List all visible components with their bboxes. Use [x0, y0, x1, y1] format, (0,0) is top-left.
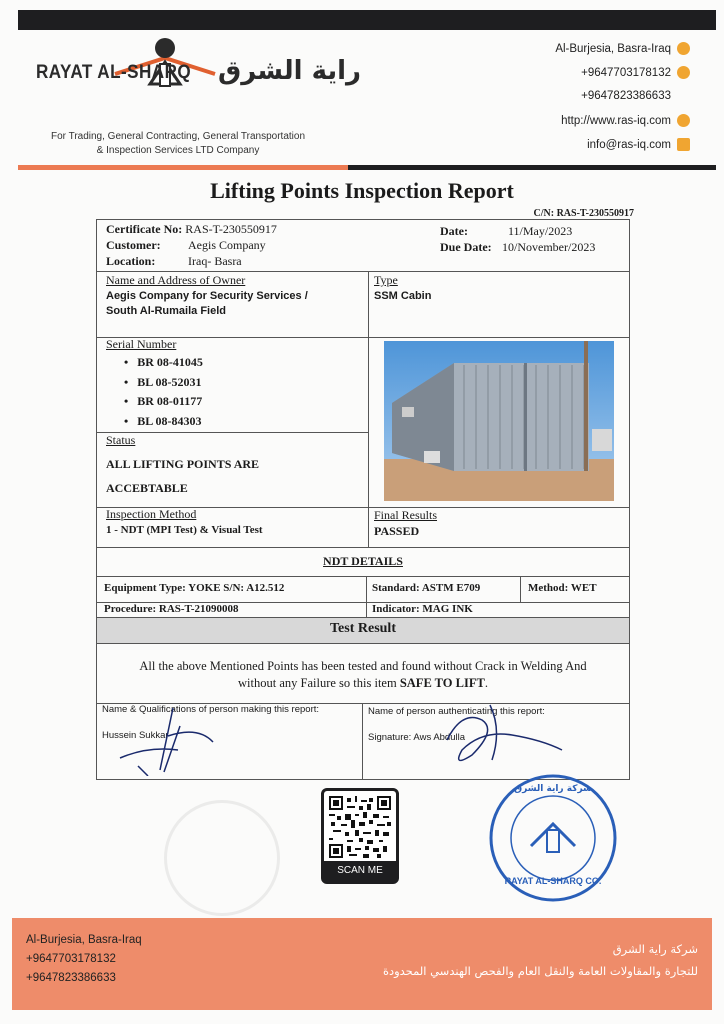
test-result-text: All the above Mentioned Points has been tested and found without Crack in Welding And without any Failure so this item SAFE TO LIFT. [139, 659, 587, 690]
contact-phone-1: +9647703178132 [581, 66, 690, 79]
serial-item: • BR 08-01177 [124, 394, 203, 408]
globe-icon [677, 114, 690, 127]
contact-phone-2: +9647823386633 [581, 90, 671, 102]
top-bar [18, 10, 716, 30]
cabin-photo [384, 341, 614, 501]
mail-icon [677, 138, 690, 151]
equipment-type: Equipment Type: YOKE S/N: A12.512 [104, 582, 285, 594]
serial-heading: Serial Number [106, 337, 177, 351]
footer-phone-1: +9647703178132 [26, 953, 116, 965]
company-stamp [487, 772, 619, 904]
divider [368, 337, 369, 507]
test-result-heading: Test Result [330, 621, 396, 636]
indicator: Indicator: MAG INK [372, 603, 473, 615]
type-heading: Type [374, 273, 398, 287]
serial-list [124, 353, 203, 431]
divider [96, 432, 368, 433]
stamp-text: RAYAT AL-SHARQ CO. [504, 876, 602, 886]
logo-text-english: RAYAT AL-SHARQ [36, 62, 192, 83]
divider [368, 507, 369, 547]
footer-arabic-tagline: للتجارة والمقاولات العامة والنقل العام والفحص الهندسي المحدودة [382, 964, 698, 978]
status-line-2: ACCEBTABLE [106, 481, 188, 495]
divider [96, 643, 630, 644]
date-label: Date: [440, 224, 468, 238]
phone-icon [677, 66, 690, 79]
logo-text-arabic: راية الشرق [218, 56, 362, 86]
contact-address: Al-Burjesia, Basra-Iraq [555, 42, 690, 55]
due-date-value: 10/November/2023 [502, 240, 596, 254]
contact-email[interactable]: info@ras-iq.com [587, 138, 690, 151]
sig-right-label: Name of person authenticating this report: [368, 706, 545, 717]
inspection-method-value: 1 - NDT (MPI Test) & Visual Test [106, 524, 263, 536]
divider [96, 576, 630, 577]
footer-band [12, 918, 712, 1010]
faded-stamp [164, 800, 280, 916]
divider [520, 576, 521, 602]
owner-line-1: Aegis Company for Security Services / [106, 290, 308, 302]
stamp-text-arabic: شركة راية الشرق [514, 784, 592, 794]
divider [96, 271, 630, 272]
location-value: Iraq- Basra [188, 254, 242, 268]
final-results-heading: Final Results [374, 508, 438, 522]
ndt-standard: Standard: ASTM E709 [372, 582, 481, 594]
customer-value: Aegis Company [188, 238, 266, 252]
owner-heading: Name and Address of Owner [106, 273, 246, 287]
divider [96, 547, 630, 548]
status-line-1: ALL LIFTING POINTS ARE [106, 457, 260, 471]
header-divider-orange [18, 165, 348, 170]
footer-arabic-company: شركة راية الشرق [612, 942, 698, 956]
date-value: 11/May/2023 [508, 224, 573, 238]
serial-item: • BL 08-52031 [124, 374, 202, 389]
serial-item: • BL 08-84303 [124, 413, 202, 428]
qr-code[interactable] [321, 788, 399, 884]
report-title: Lifting Points Inspection Report [210, 178, 514, 203]
status-heading: Status [106, 433, 136, 447]
divider [368, 271, 369, 337]
header-divider-dark [348, 165, 716, 170]
scan-me-label: SCAN ME [324, 861, 396, 881]
footer-phone-2: +9647823386633 [26, 972, 116, 984]
customer-label: Customer: [106, 238, 161, 252]
ndt-method: Method: WET [528, 582, 597, 594]
company-tagline: For Trading, General Contracting, General Transportation & Inspection Services LTD Company [50, 131, 306, 156]
ndt-heading: NDT DETAILS [323, 554, 403, 568]
signature-right [442, 700, 572, 775]
inspection-method-heading: Inspection Method [106, 507, 197, 521]
type-value: SSM Cabin [374, 290, 432, 302]
location-pin-icon [677, 42, 690, 55]
contact-website[interactable]: http://www.ras-iq.com [561, 114, 690, 127]
due-date-label: Due Date: [440, 240, 492, 254]
serial-item: • BR 08-41045 [124, 355, 203, 369]
location-label: Location: [106, 254, 156, 268]
divider [366, 576, 367, 618]
sig-left-name: Hussein Sukkar [102, 730, 169, 741]
signature-left [118, 706, 218, 781]
sig-right-name: Signature: Aws Abdulla [368, 732, 466, 743]
certificate-row: Certificate No: RAS-T-230550917 [106, 222, 277, 236]
footer-address: Al-Burjesia, Basra-Iraq [26, 934, 142, 946]
owner-line-2: South Al-Rumaila Field [106, 305, 226, 317]
final-results-value: PASSED [374, 524, 420, 538]
certificate-cn: C/N: RAS-T-230550917 [533, 208, 634, 219]
procedure: Procedure: RAS-T-21090008 [104, 603, 239, 615]
sig-left-label: Name & Qualifications of person making this report: [102, 704, 320, 715]
divider [362, 703, 363, 780]
